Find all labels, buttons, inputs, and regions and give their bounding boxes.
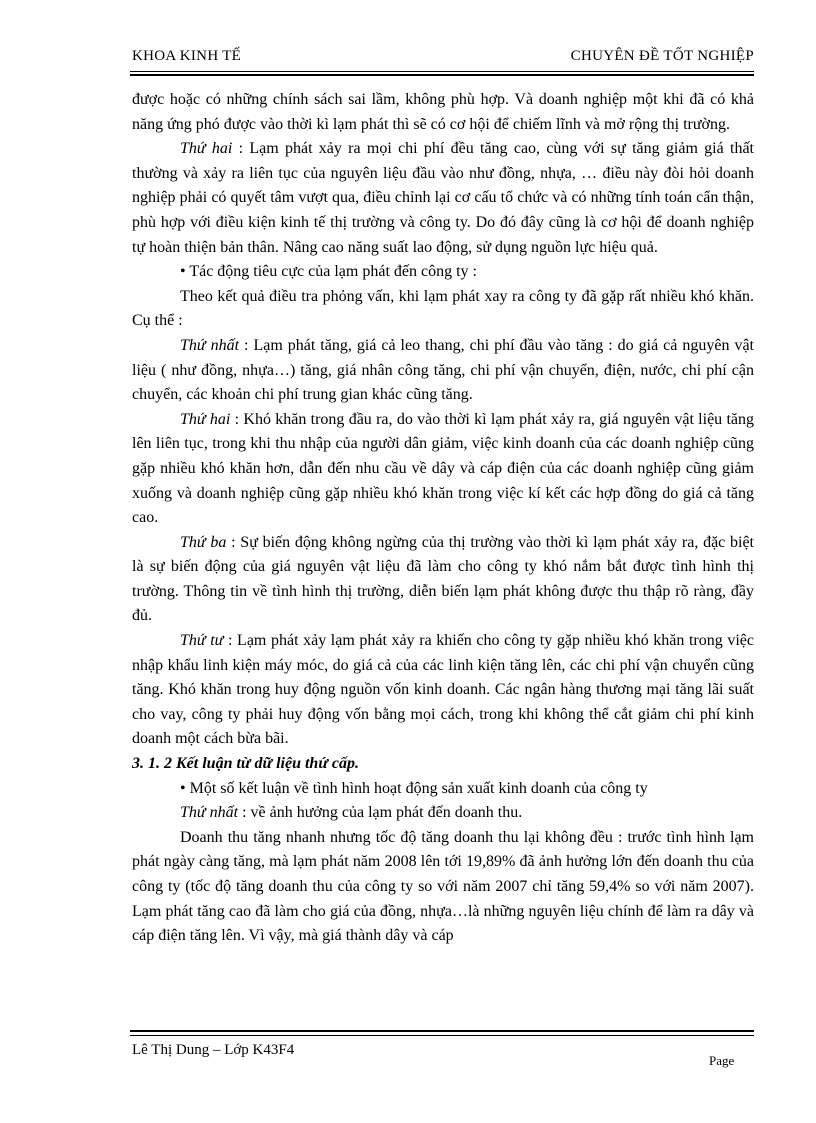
paragraph-text: Doanh thu tăng nhanh nhưng tốc độ tăng doanh thu lại không đều : trước tình hình lạm phát ngày càng tăng, mà lạm phát năm 2008 lên tới 19,89% đã ảnh hưởng lớn đến doanh thu của công ty (tốc độ tăng doanh thu của công ty so với năm 2007 chỉ tăng 59,4% so với năm 2007). Lạm phát tăng cao đã làm cho giá của đồng, nhựa…là những nguyên liệu chính để làm ra dây và cáp điện tăng lên. Vì vậy, mà giá thành dây và cáp <box>132 828 754 945</box>
footer-author: Lê Thị Dung – Lớp K43F4 <box>132 1042 295 1058</box>
paragraph-text: • Tác động tiêu cực của lạm phát đến công ty : <box>180 263 477 281</box>
section-heading: 3. 1. 2 Kết luận từ dữ liệu thứ cấp. <box>132 755 359 773</box>
header-rule <box>130 71 754 72</box>
paragraph <box>132 285 754 334</box>
footer-rule <box>130 1035 754 1036</box>
document-body <box>132 88 754 949</box>
paragraph <box>132 629 754 752</box>
paragraph-text: Theo kết quả điều tra phỏng vấn, khi lạm phát xay ra công ty đã gặp rất nhiều khó khăn. Cụ thể : <box>132 287 754 330</box>
paragraph-lead: Thứ hai <box>180 140 233 158</box>
paragraph-text: • Một số kết luận về tình hình hoạt động sản xuất kinh doanh của công ty <box>180 779 648 797</box>
paragraph <box>132 88 754 137</box>
paragraph <box>132 260 754 285</box>
paragraph <box>132 408 754 531</box>
header-report-title: CHUYÊN ĐỀ TỐT NGHIỆP <box>570 48 754 64</box>
paragraph <box>132 137 754 260</box>
paragraph-text: : về ảnh hưởng của lạm phát đến doanh thu. <box>238 804 523 822</box>
paragraph-lead: Thứ nhất <box>180 804 239 822</box>
header-rule-thick <box>130 74 754 76</box>
paragraph-lead: Thứ nhất <box>180 336 240 354</box>
paragraph-text: : Lạm phát xảy ra mọi chi phí đều tăng cao, cùng với sự tăng giảm giá thất thường và xảy ra liên tục của nguyên liệu đầu vào như đồng, nhựa, … điều này đòi hỏi doanh nghiệp phải có quyết tâm vượt qua, điều chỉnh lại cơ cấu tổ chức và có những tính toán cẩn thận, phù hợp với điều kiện kinh tế thị trường và công ty. Do đó đây cũng là cơ hội để doanh nghiệp tự hoàn thiện bản thân. Nâng cao năng suất lao động, sử dụng nguồn lực hiệu quả. <box>132 140 754 256</box>
paragraph <box>132 334 754 408</box>
footer-page-label: Page <box>709 1053 735 1068</box>
paragraph-lead: Thứ ba <box>180 533 227 551</box>
paragraph <box>132 531 754 629</box>
paragraph <box>132 826 754 949</box>
paragraph-text: được hoặc có những chính sách sai lầm, không phù hợp. Và doanh nghiệp một khi đã có khả năng ứng phó được vào thời kì lạm phát thì sẽ có cơ hội để chiếm lĩnh và mở rộng thị trường. <box>132 91 754 133</box>
paragraph <box>132 777 754 802</box>
paragraph-text: : Lạm phát tăng, giá cả leo thang, chi phí đầu vào tăng : do giá cả nguyên vật liệu ( như đồng, nhựa…) tăng, giá nhân công tăng, chi phí vận chuyển, điện, nước, chi phí cận chuyển, các khoản chi phí trung gian khác cũng tăng. <box>132 336 754 404</box>
footer-rule-thick <box>130 1030 754 1032</box>
page-header <box>132 48 754 65</box>
paragraph-text: : Lạm phát xảy lạm phát xảy ra khiến cho công ty gặp nhiều khó khăn trong việc nhập khẩu linh kiện máy móc, do giá cả của các linh kiện tăng lên, các chi phí vận chuyển cũng tăng. Khó khăn trong huy động nguồn vốn kinh doanh. Các ngân hàng thương mại tăng lãi suất cho vay, công ty phải huy động vốn bằng mọi cách, trong khi không thể cắt giảm chi phí kinh doanh một cách bừa bãi. <box>132 632 755 748</box>
paragraph <box>132 801 754 826</box>
paragraph-lead: Thứ tư <box>180 632 224 650</box>
paragraph-lead: Thứ hai <box>180 410 231 428</box>
paragraph-text: : Sự biến động không ngừng của thị trường vào thời kì lạm phát xảy ra, đặc biệt là sự biến động của giá nguyên vật liệu đã làm cho công ty khó nắm bắt được tình hình thị trường. Thông tin về tình hình thị trường, diễn biến lạm phát không được thu thập rõ ràng, đầy đủ. <box>132 533 755 625</box>
paragraph-text: : Khó khăn trong đầu ra, do vào thời kì lạm phát xảy ra, giá nguyên vật liệu tăng lên liên tục, trong khi thu nhập của người dân giảm, việc kinh doanh của các doanh nghiệp cũng gặp nhiều khó khăn hơn, dẫn đến nhu cầu về dây và cáp điện của các doanh nghiệp cũng giảm xuống và doanh nghiệp cũng gặp nhiều khó khăn trong việc kí kết các hợp đồng do giá cả tăng cao. <box>132 410 755 527</box>
header-faculty: KHOA KINH TẾ <box>132 48 242 64</box>
